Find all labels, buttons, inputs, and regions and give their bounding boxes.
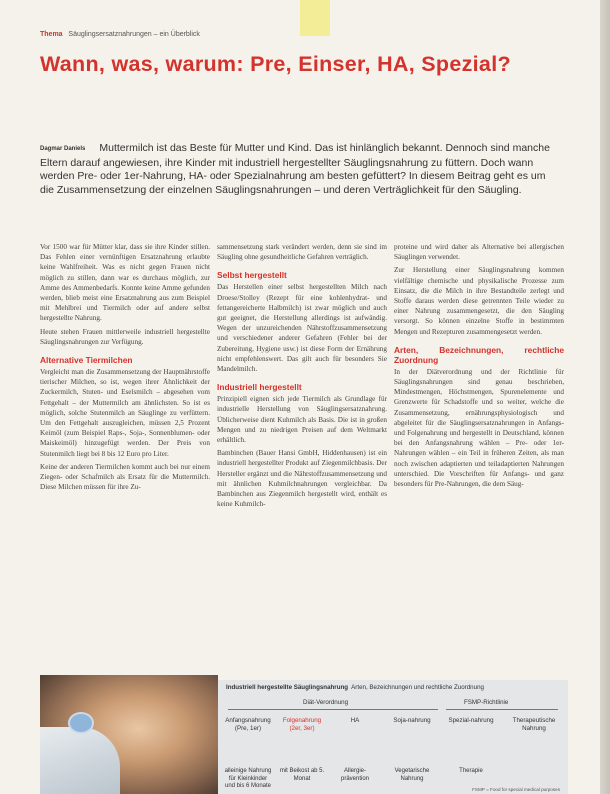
paragraph: Bambinchen (Bauer Hansi GmbH, Hiddenhausen) ist ein industriell hergestellter Produkt auf Ziegenmilchbasis. Der Hersteller ergänzt und die Nährstoffzusammensetzung und mit ähnlichen Kuhmilchnahrungen vergleichbar. Da Bambinchen aus Ziegenmilch hergestellt wird, enthält es keine Kuhmilch- bbox=[217, 449, 387, 509]
paragraph: Zur Herstellung einer Säuglingsnahrung kommen vielfältige chemische und physikalische Prozesse zum Einsatz, die die Milch in ihre Bestandteile zerlegt und Stoffe daraus werden diese getrennten Teile wieder zu einer Nahrung zusammengesetzt, die den Säugling versorgt. So können einzelne Stoffe in bestimmten Mengen und Rezepturen zusammengesetzt werden. bbox=[394, 266, 564, 336]
pacifier-shape bbox=[68, 712, 94, 734]
table-group-diaet: Diät-Verordnung bbox=[303, 699, 349, 706]
paragraph: Vergleicht man die Zusammensetzung der Hauptnährstoffe tierischer Milchen, so ist, wegen ihrer Ähnlichkeit der Zuckermilch, Stuten- und Eselsmilch – abgesehen vom Fettgehalt – der Muttermilch am ähnlichsten. So ist es möglich, solche Stutenmilch an Säuglinge zu verfüttern. Um den Fettgehalt auszugleichen, müssen 2,5 Prozent Keimöl (zum Beispiel Raps-, Soja-, Sonnenblumen- oder Maiskeimöl) hinzugefügt werden. Der Preis von Stutenmilch liegt bei 8 bis 12 Euro pro Liter. bbox=[40, 368, 210, 458]
table-header: Therapeutische Nahrung bbox=[512, 717, 556, 732]
table-group-fsmp: FSMP-Richtlinie bbox=[464, 699, 509, 706]
subheading: Industriell hergestellt bbox=[217, 382, 302, 393]
paragraph: Das Herstellen einer selbst hergestellten Milch nach Droese/Stolley (Rezept für eine kohlenhydrat- und fettangereicherte Halbmilch) ist zwar möglich und auch gut geeignet, die Herstellung allerdings ist aufwändig. Wegen der unzureichenden Nährstoffzusammensetzung und verschiedener anderer Gefahren (Fehler bei der Zubereitung, Hygiene usw.) ist diese Form der Ernährung nicht empfehlenswert. Das gilt auch für besonders Sie Mandelmilch. bbox=[217, 283, 387, 374]
paragraph: Keine der anderen Tiermilchen kommt auch bei nur einem Ziegen- oder Schafmilch als Ersatz für die Muttermilch. Diese Milchen müssen für ihre Zu- bbox=[40, 462, 210, 492]
sticky-note bbox=[300, 0, 330, 36]
subheading: Selbst hergestellt bbox=[217, 270, 287, 281]
paragraph: Heute stehen Frauen mittlerweile industriell hergestellte Säuglingsnahrungen zur Verfügung. bbox=[40, 327, 210, 346]
table-header: HA bbox=[350, 717, 360, 724]
page-spine bbox=[600, 0, 610, 794]
paragraph: Prinzipiell eignen sich jede Tiermilch als Grundlage für industrielle Herstellung von Säuglingsersatznahrung. Üblicherweise dient Kuhmilch als Basis. Die ist in großen Mengen und zu niedrigen Preisen auf dem Weltmarkt erhältlich. bbox=[217, 395, 387, 445]
section-kicker bbox=[40, 31, 200, 38]
paragraph: sammensetzung stark verändert werden, denn sie sind im Säugling ohne gesundheitliche Gefahren verträglich. bbox=[217, 243, 387, 262]
group-rule bbox=[446, 709, 558, 710]
table-header: Folgenahrung (2er, 3er) bbox=[282, 717, 322, 732]
text-column-1 bbox=[40, 242, 210, 495]
page-title: Wann, was, warum: Pre, Einser, HA, Spezial? bbox=[40, 52, 511, 76]
lead-text: Muttermilch ist das Beste für Mutter und Kind. Das ist hinlänglich bekannt. Dennoch sind manche Eltern darauf angewiesen, ihre Kinder mit industriell hergestellter Säuglingsnahrung zu füttern. Doch wann werden Pre- oder 1er-Nahrung, HA- oder Spezialnahrung am besten gefüttert? In diesem Beitrag geht es um die Zusammensetzung der einzelnen Säuglingsnahrungen – und deren Verträglichkeit für den Säugling. bbox=[40, 142, 550, 196]
table-caption-rest: Arten, Bezeichnungen und rechtliche Zuordnung bbox=[351, 684, 484, 691]
table-header: Anfangsnahrung (Pre, 1er) bbox=[225, 717, 271, 732]
table-cell: Therapie bbox=[459, 768, 483, 774]
paragraph: In der Diätverordnung und der Richtlinie für Säuglingsnahrungen sind genau beschrieben, Mindestmengen, Höchstmengen, Spurenelemente und Grenzwerte für Schadstoffe und so weiter, welche die Zusammensetzung, ernährungsphysiologisch und abgeleitet für die Säuglingsersatznahrungen in Anfangs- und Folgenahrung und hergestellt in Deutschland, können bei den Anfangsnahrung wählen – Pre- oder 1er-Nahrungen wählen – ein Teil in früheren Zeiten, als man noch zwischen adaptierten und teiladaptierten Nahrungen unterschied. Die Vorschriften für Anfangs- und ganz besonders für Pre-Nahrungen, die dem Säug- bbox=[394, 367, 564, 489]
info-table bbox=[218, 680, 568, 794]
text-column-3 bbox=[394, 242, 564, 492]
table-caption bbox=[226, 684, 484, 691]
paragraph: proteine und wird daher als Alternative bei allergischen Säuglingen verwendet. bbox=[394, 243, 564, 262]
group-rule bbox=[228, 709, 438, 710]
kicker-text: Säuglingsersatznahrungen – ein Überblick bbox=[68, 31, 200, 38]
table-footnote: FSMP = Food for special medical purposes bbox=[472, 787, 560, 792]
subheading: Arten, Bezeichnungen, rechtliche Zuordnung bbox=[394, 344, 564, 365]
table-cell: Allergie-prävention bbox=[340, 768, 370, 782]
lead-paragraph bbox=[40, 142, 560, 197]
table-cell: mit Beikost ab 5. Monat bbox=[279, 768, 325, 782]
subheading: Alternative Tiermilchen bbox=[40, 355, 133, 366]
table-caption-bold: Industriell hergestellte Säuglingsnahrung bbox=[226, 684, 349, 691]
table-cell: alleinige Nahrung für Kleinkinder und bis 6 Monate bbox=[224, 768, 272, 790]
kicker-label: Thema bbox=[40, 31, 63, 38]
baby-photo bbox=[40, 675, 218, 794]
blanket-shape bbox=[40, 727, 120, 794]
author-name: Dagmar Daniels bbox=[40, 146, 86, 152]
table-header: Soja-nahrung bbox=[393, 717, 431, 724]
table-cell: Vegetarische Nahrung bbox=[394, 768, 430, 782]
paragraph: Vor 1500 war für Mütter klar, dass sie ihre Kinder stillen. Das Fehlen einer vernünftigen Ersatznahrung erlaubte keine Wahlfreiheit. Was es nicht gegen Frauen nicht möglich zu stillen, dann war es durchaus möglich, zur Amme des Ammenbedarfs. Konnte keine Amme gefunden werden, blieb meist eine Ersatznahrung aus zum Beispiel mit Mehlbrei und Tiermilch oder auf andere selbst hergestellte Nahrung. bbox=[40, 243, 210, 323]
text-column-2 bbox=[217, 242, 387, 512]
table-header: Spezial-nahrung bbox=[448, 717, 494, 724]
